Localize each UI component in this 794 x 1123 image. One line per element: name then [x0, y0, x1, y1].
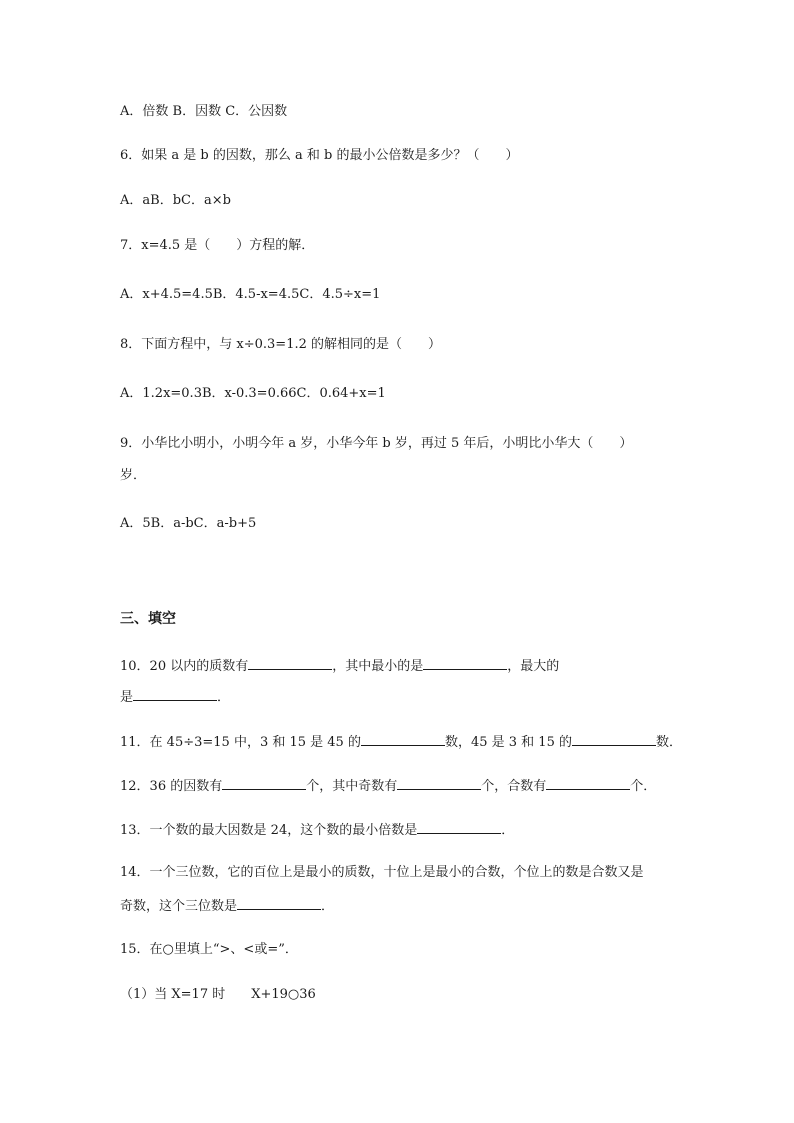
q5-options-text: A．倍数 B．因数 C．公因数 — [120, 104, 288, 119]
question-6-options: A．aB．bC．a×b — [120, 193, 231, 208]
answer-blank[interactable] — [222, 777, 306, 790]
question-15-stem: 15．在○里填上“>、<或=”． — [120, 942, 298, 957]
answer-blank[interactable] — [237, 897, 321, 910]
question-8-options: A．1.2x=0.3B．x-0.3=0.66C．0.64+x=1 — [120, 386, 386, 401]
section-heading-fill-in: 三、填空 — [120, 611, 176, 627]
answer-blank[interactable] — [423, 657, 507, 670]
question-10-line1: 10．20 以内的质数有 ，其中最小的是 ，最大的 — [120, 659, 560, 674]
question-9-stem-line2: 岁． — [120, 468, 147, 483]
question-15-sub1: （1）当 X=17 时 X+19○36 — [120, 987, 316, 1002]
question-14-line2: 奇数，这个三位数是 ． — [120, 899, 335, 914]
answer-blank[interactable] — [248, 657, 332, 670]
answer-blank[interactable] — [417, 821, 501, 834]
answer-blank[interactable] — [361, 733, 445, 746]
question-9-options: A．5B．a-bC．a-b+5 — [120, 516, 257, 531]
question-7-stem: 7．x=4.5 是（ ）方程的解． — [120, 238, 315, 253]
question-7-options: A．x+4.5=4.5B．4.5-x=4.5C．4.5÷x=1 — [120, 287, 381, 302]
question-10-line2: 是 ． — [120, 690, 231, 705]
question-9-stem-line1: 9．小华比小明小，小明今年 a 岁，小华今年 b 岁，再过 5 年后，小明比小华大（ ） — [120, 436, 633, 451]
answer-blank[interactable] — [572, 733, 656, 746]
question-13: 13．一个数的最大因数是 24，这个数的最小倍数是 ． — [120, 823, 515, 838]
question-14-line1: 14．一个三位数，它的百位上是最小的质数，十位上是最小的合数，个位上的数是合数又是 — [120, 865, 644, 880]
question-8-stem: 8．下面方程中，与 x÷0.3=1.2 的解相同的是（ ） — [120, 337, 442, 352]
answer-blank[interactable] — [546, 777, 630, 790]
question-12: 12．36 的因数有 个，其中奇数有 个，合数有 个． — [120, 779, 657, 794]
question-6-stem: 6．如果 a 是 b 的因数，那么 a 和 b 的最小公倍数是多少？（ ） — [120, 148, 519, 163]
question-11: 11．在 45÷3=15 中，3 和 15 是 45 的 数，45 是 3 和 15 的 数． — [120, 735, 683, 750]
answer-blank[interactable] — [133, 688, 217, 701]
answer-blank[interactable] — [397, 777, 481, 790]
question-5-options — [120, 104, 287, 120]
